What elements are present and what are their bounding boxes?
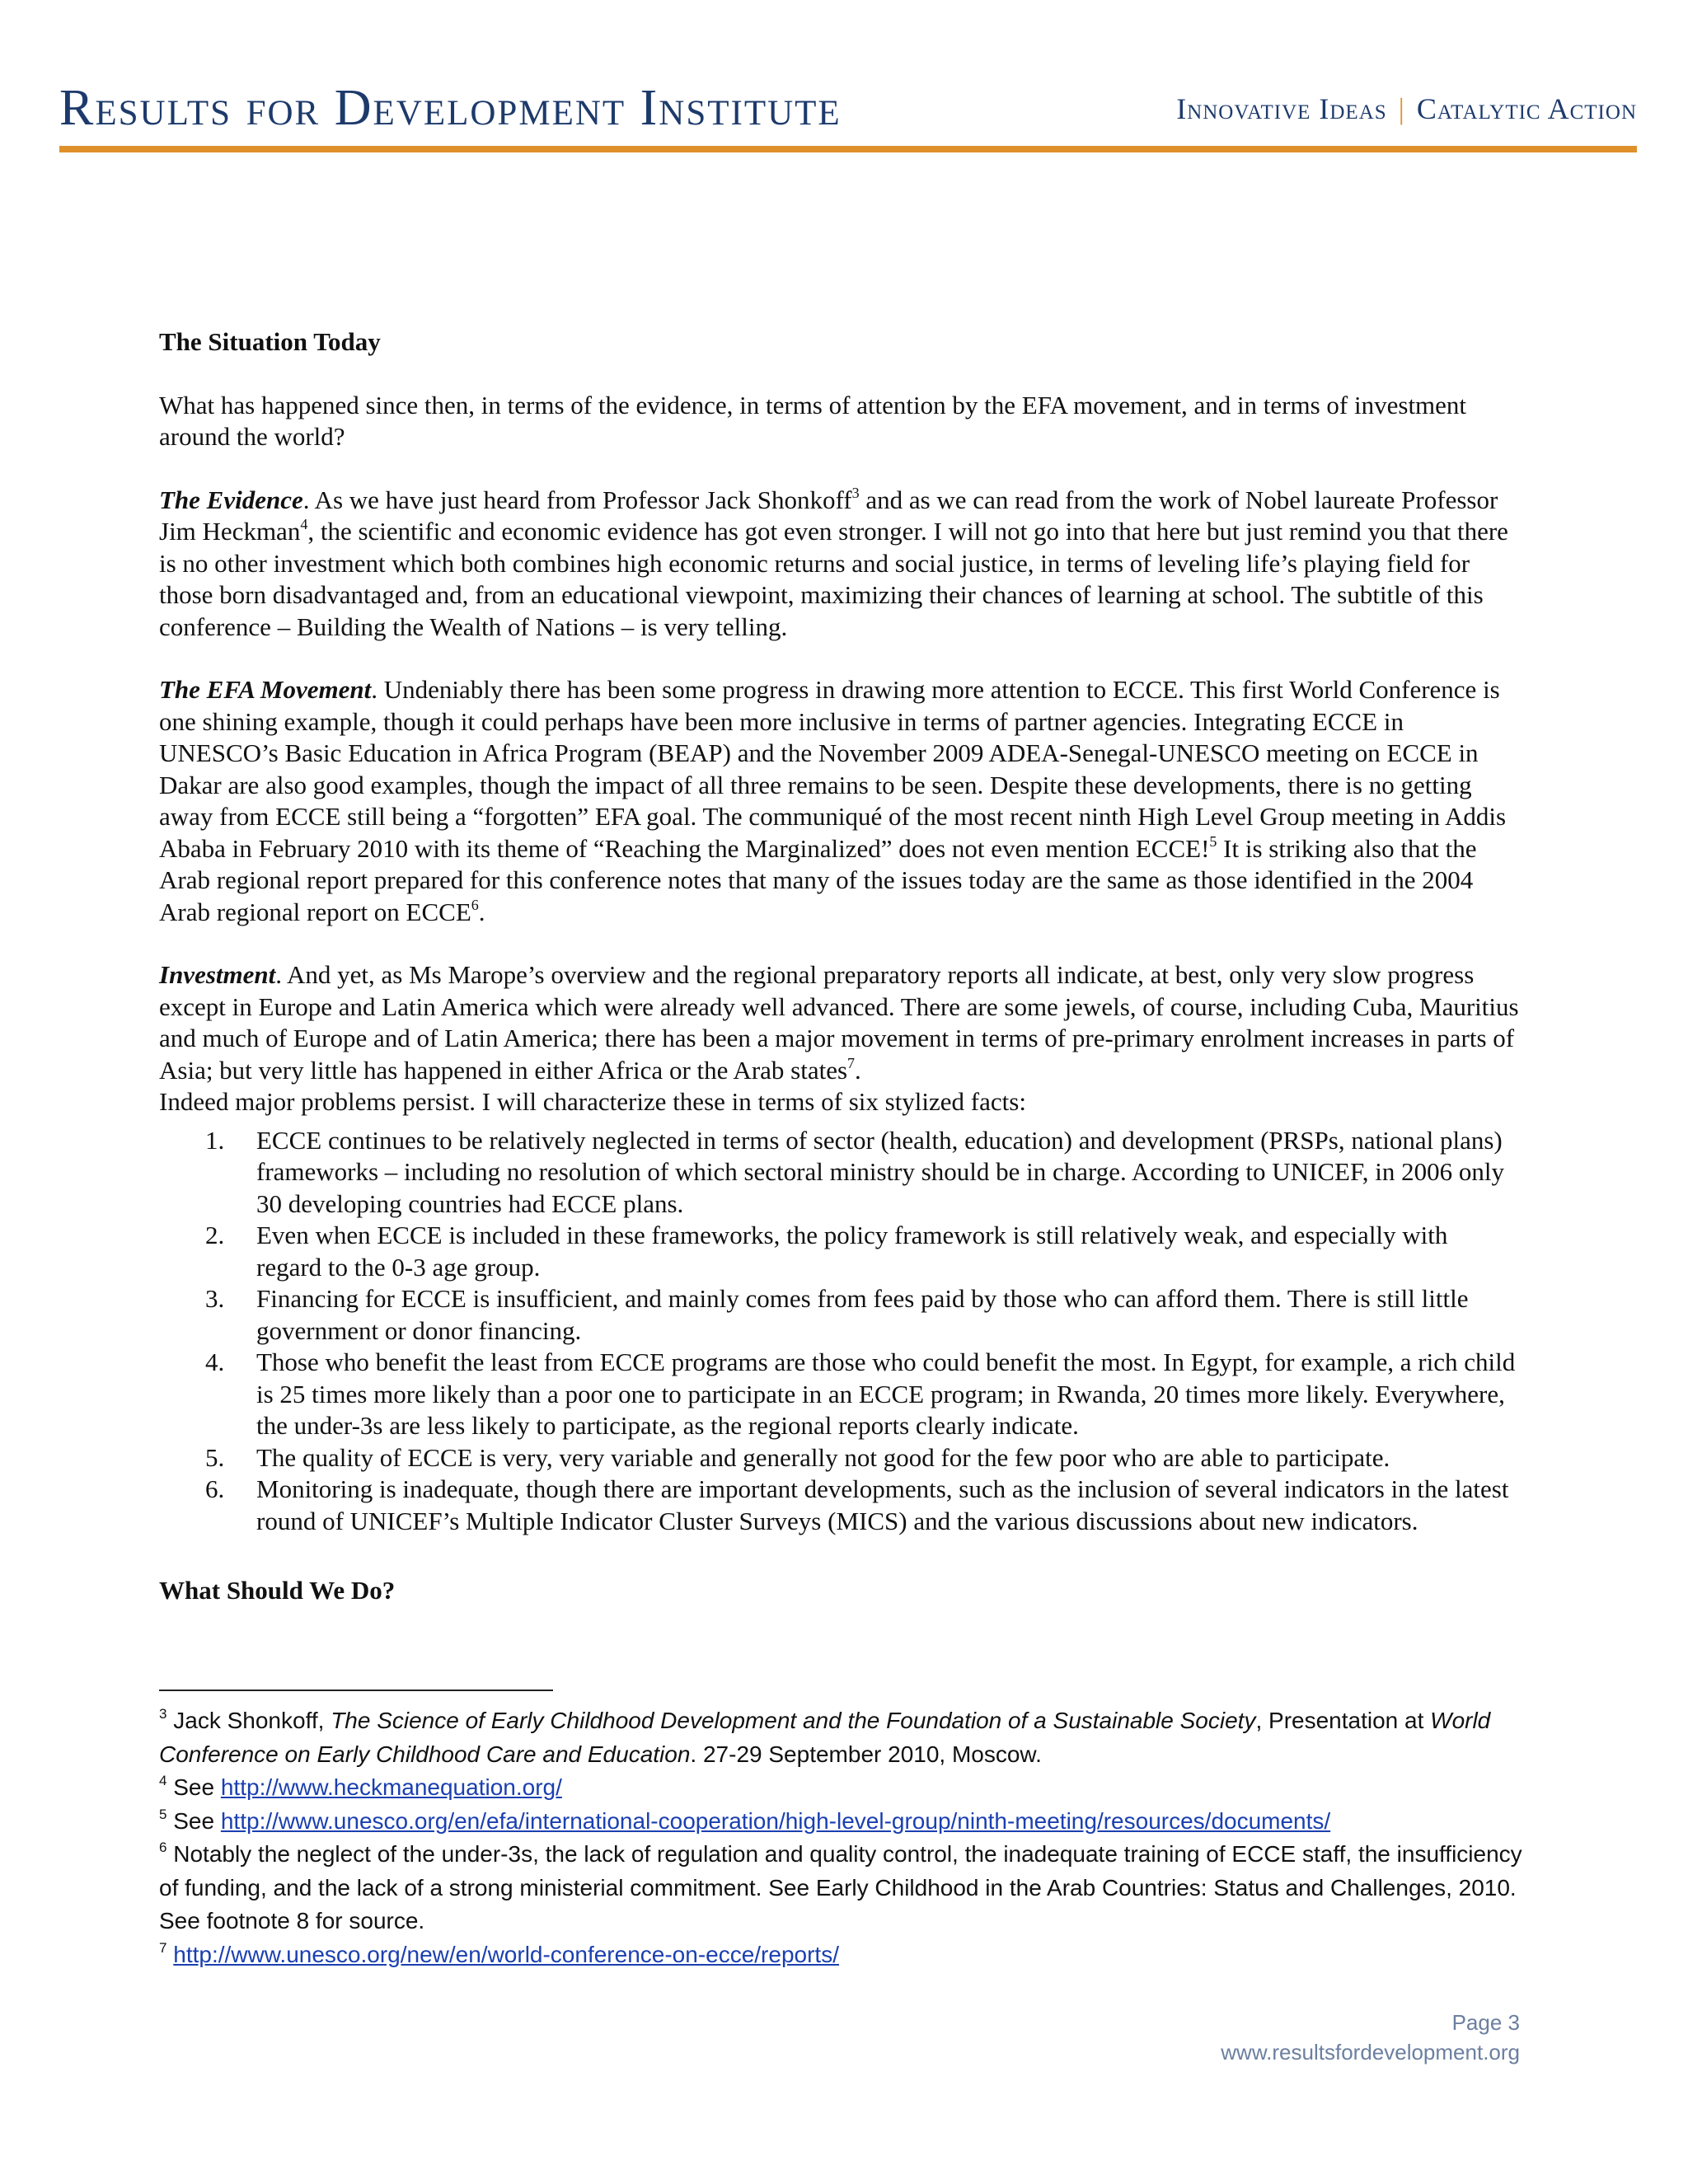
list-item-text: Those who benefit the least from ECCE programs are those who could benefit the most. In Egypt, for example, a rich child is 25 times more likely than a poor one to participate in an ECCE program; in Rwanda, 20 times more likely. Everywhere, the under-3s are less likely to participate, as the regional reports clearly indicate.	[256, 1347, 1516, 1440]
footnote-number: 4	[159, 1773, 167, 1788]
investment-paragraph	[159, 959, 1519, 1086]
website-url: www.resultsfordevelopment.org	[1221, 2040, 1520, 2064]
tagline-right: Catalytic Action	[1416, 92, 1637, 125]
efa-paragraph	[159, 674, 1519, 928]
footnote-ref-6[interactable]: 6	[471, 896, 479, 913]
evidence-text-3: , the scientific and economic evidence has got even stronger. I will not go into that here but just remind you that there is no other investment which both combines high economic returns and social justice, in terms of leveling life’s playing field for those born disadvantaged and, from an educational viewpoint, maximizing their chances of learning at school. The subtitle of this conference – Building the Wealth of Nations – is very telling.	[159, 517, 1508, 641]
efa-text-3: .	[478, 897, 485, 926]
evidence-text-1: . As we have just heard from Professor Jack Shonkoff	[302, 485, 852, 514]
tagline-left: Innovative Ideas	[1176, 92, 1387, 125]
list-item-number: 6.	[205, 1474, 225, 1503]
footnote-text: See	[166, 1807, 221, 1834]
footnote-number: 5	[159, 1806, 167, 1822]
footnote-6	[159, 1838, 1544, 1938]
page-number: Page 3	[1451, 2010, 1520, 2035]
investment-followup: Indeed major problems persist. I will characterize these in terms of six stylized facts:	[159, 1087, 1026, 1116]
efa-text-1: . Undeniably there has been some progress in drawing more attention to ECCE. This first World Conference is one shining example, though it could perhaps have been more inclusive in terms of partner agencies. Integrating ECCE in UNESCO’s Basic Education in Africa Program (BEAP) and the November 2009 ADEA-Senegal-UNESCO meeting on ECCE in Dakar are also good examples, though the impact of all three remains to be seen. Despite these developments, there is no getting away from ECCE still being a “forgotten” EFA goal. The communiqué of the most recent ninth High Level Group meeting in Addis Ababa in February 2010 with its theme of “Reaching the Marginalized” does not even mention ECCE!	[159, 675, 1507, 863]
list-item	[159, 1442, 1519, 1474]
evidence-text-2: and as we can read from the work of Nobel laureate Professor Jim Heckman	[159, 485, 1498, 546]
list-item-number: 1.	[205, 1125, 225, 1155]
letterhead	[59, 79, 1637, 153]
footnote-text: . 27-29 September 2010, Moscow.	[690, 1741, 1042, 1767]
evidence-lead: The Evidence	[159, 485, 303, 514]
efa-lead: The EFA Movement	[159, 675, 372, 704]
footnote-4	[159, 1771, 1544, 1805]
footnote-link-ecce-reports[interactable]: http://www.unesco.org/new/en/world-conference-on-ecce/reports/	[173, 1941, 839, 1967]
footnote-text: See	[166, 1774, 221, 1800]
footnote-text: , Presentation at	[1255, 1708, 1431, 1733]
list-item-number: 2.	[205, 1221, 225, 1249]
tagline-separator: |	[1398, 92, 1405, 125]
footnotes	[159, 1704, 1544, 1971]
list-item	[159, 1220, 1519, 1283]
footnote-3	[159, 1704, 1544, 1771]
investment-lead: Investment	[159, 960, 276, 989]
footnote-text: Notably the neglect of the under-3s, the lack of regulation and quality control, the inadequate training of ECCE staff, the insufficiency of funding, and the lack of a strong ministerial commitment. See Early Childhood in the Arab Countries: Status and Challenges, 2010. See footnote 8 for source.	[159, 1841, 1522, 1933]
footnote-number: 7	[159, 1939, 167, 1956]
header-divider	[59, 146, 1637, 152]
list-item-text: Financing for ECCE is insufficient, and mainly comes from fees paid by those who can afford them. There is still little government or donor financing.	[256, 1284, 1469, 1345]
footnote-ref-4[interactable]: 4	[300, 516, 308, 532]
list-item	[159, 1125, 1519, 1221]
footnote-conference-title: World Conference on Early Childhood Care and Education	[159, 1708, 1491, 1767]
list-item-text: Even when ECCE is included in these frameworks, the policy framework is still relatively weak, and especially with regard to the 0-3 age group.	[256, 1221, 1448, 1282]
investment-text-2: .	[855, 1055, 861, 1085]
footnote-divider	[159, 1690, 553, 1691]
intro-paragraph: What has happened since then, in terms of the evidence, in terms of attention by the EFA movement, and in terms of investment around the world?	[159, 390, 1467, 451]
footnote-ref-3[interactable]: 3	[851, 484, 860, 501]
footnote-ref-5[interactable]: 5	[1209, 832, 1217, 850]
list-item-text: The quality of ECCE is very, very variable and generally not good for the few poor who are able to participate.	[256, 1442, 1390, 1472]
list-item-number: 4.	[205, 1347, 225, 1376]
footnote-5	[159, 1805, 1544, 1839]
org-name-logo: Results for Development Institute	[59, 80, 842, 136]
list-item-number: 3.	[205, 1284, 225, 1313]
footnote-number: 3	[159, 1706, 167, 1722]
list-item	[159, 1283, 1519, 1347]
heading-situation-today: The Situation Today	[159, 327, 381, 356]
list-item	[159, 1347, 1519, 1442]
list-item-text: ECCE continues to be relatively neglected in terms of sector (health, education) and development (PRSPs, national plans) frameworks – including no resolution of which sectoral ministry should be in charge. According to UNICEF, in 2006 only 30 developing countries had ECCE plans.	[256, 1125, 1504, 1218]
list-item	[159, 1474, 1519, 1537]
efa-text-2: It is striking also that the Arab regional report prepared for this conference notes that many of the issues today are the same as those identified in the 2004 Arab regional report on ECCE	[159, 833, 1477, 926]
footnote-link-heckman[interactable]: http://www.heckmanequation.org/	[220, 1774, 562, 1800]
footnote-number: 6	[159, 1840, 167, 1855]
heading-what-should-we-do: What Should We Do?	[159, 1576, 396, 1605]
list-item-number: 5.	[205, 1442, 225, 1472]
footnote-link-unesco-hlg[interactable]: http://www.unesco.org/en/efa/international-cooperation/high-level-group/ninth-meeting/resources/documents/	[220, 1807, 1331, 1834]
footnote-ref-7[interactable]: 7	[847, 1054, 856, 1071]
org-tagline	[1176, 92, 1637, 125]
investment-text-1: . And yet, as Ms Marope’s overview and the regional preparatory reports all indicate, at best, only very slow progress except in Europe and Latin America which were already well advanced. There are some jewels, of course, including Cuba, Mauritius and much of Europe and of Latin America; there has been a major movement in terms of pre-primary enrolment increases in parts of Asia; but very little has happened in either Africa or the Arab states	[159, 960, 1519, 1085]
evidence-paragraph	[159, 485, 1519, 644]
stylized-facts-list	[159, 1125, 1519, 1538]
list-item-text: Monitoring is inadequate, though there are important developments, such as the inclusion of several indicators in the latest round of UNICEF’s Multiple Indicator Cluster Surveys (MICS) and the various discussions about new indicators.	[256, 1474, 1509, 1535]
page-footer	[1221, 2008, 1520, 2067]
footnote-work-title: The Science of Early Childhood Development and the Foundation of a Sustainable Society	[331, 1708, 1256, 1733]
document-body	[159, 326, 1519, 1638]
footnote-text: Jack Shonkoff,	[166, 1708, 331, 1733]
footnote-7	[159, 1938, 1544, 1972]
